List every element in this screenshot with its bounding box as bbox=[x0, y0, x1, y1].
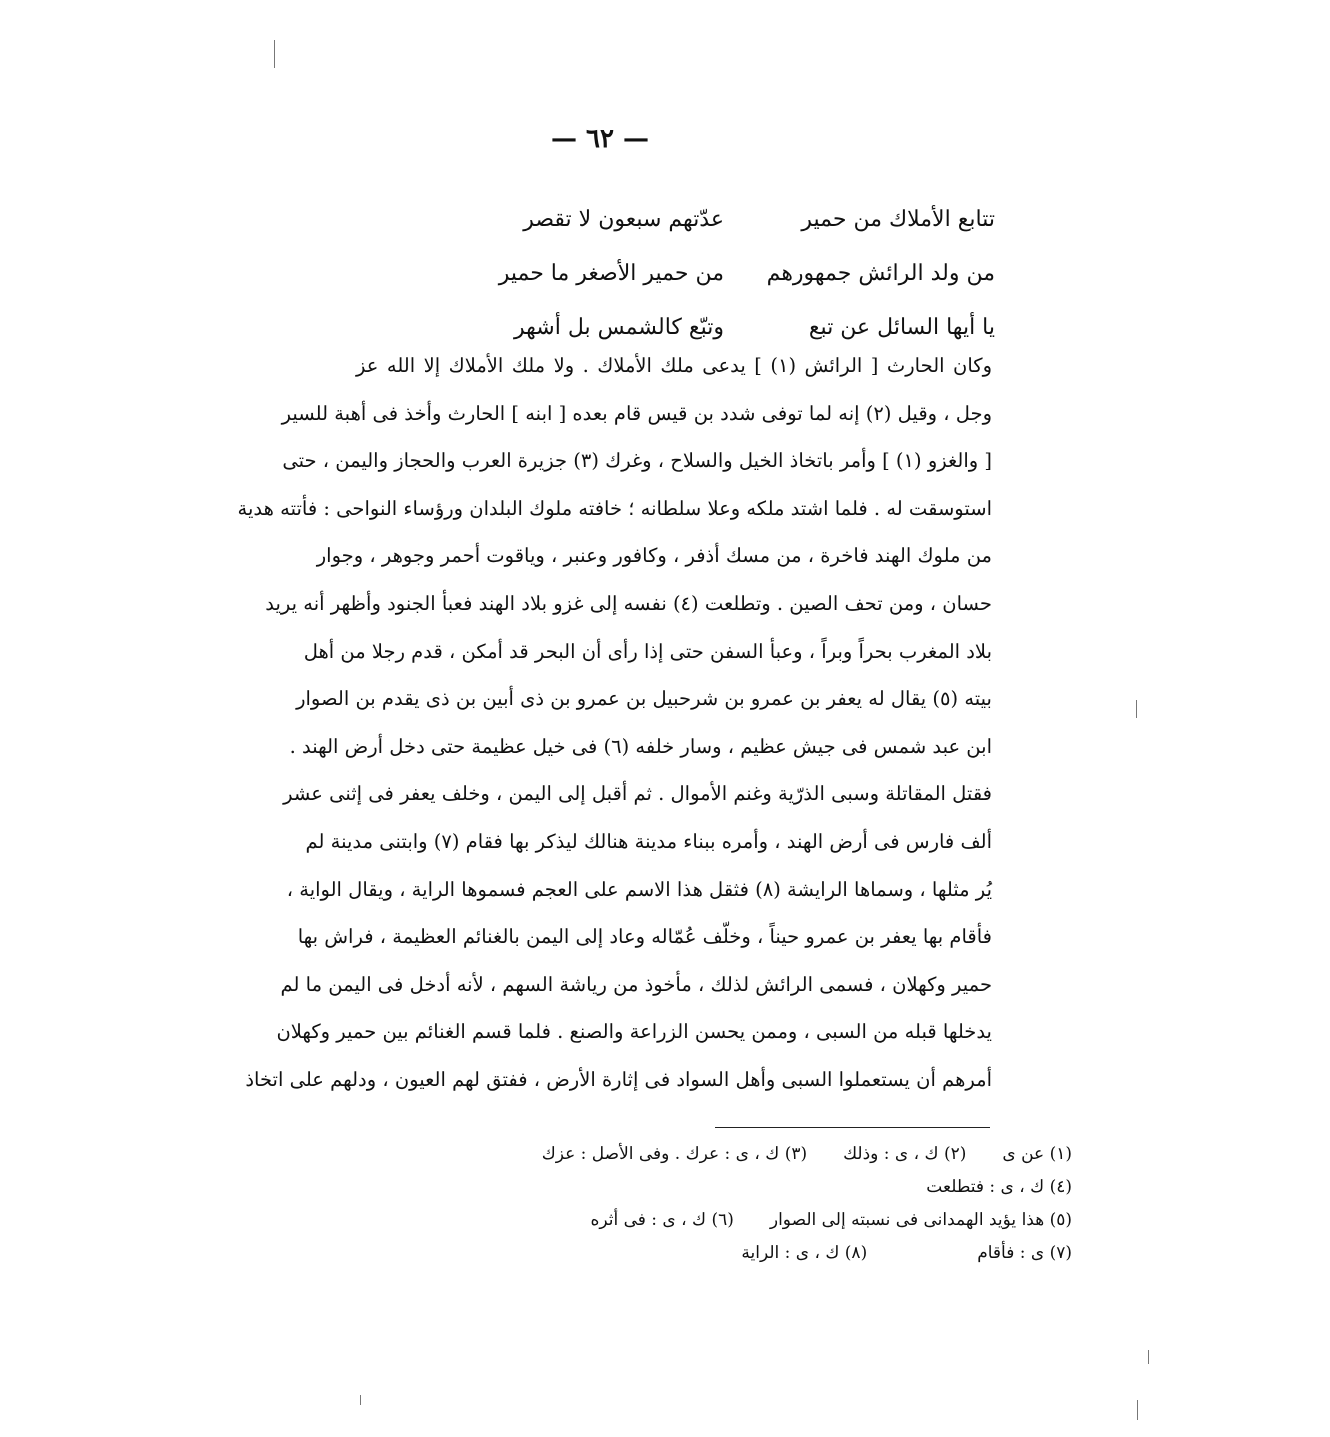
poem-hemistich-first: من ولد الرائش جمهورهم bbox=[766, 260, 995, 286]
text-line: ألف فارس فى أرض الهند ، وأمره ببناء مدينة هنالك ليذكر بها فقام (٧) وابتنى مدينة لم bbox=[305, 829, 992, 853]
text-line: بلاد المغرب بحراً وبراً ، وعبأ السفن حتى إذا رأى أن البحر قد أمكن ، قدم رجلا من أهل bbox=[303, 639, 992, 663]
poem-verse bbox=[505, 192, 995, 246]
footnote: (٦) ك ، ى : فى أثره bbox=[590, 1210, 734, 1230]
scan-speck bbox=[1136, 700, 1137, 718]
text-line: فأقام بها يعفر بن عمرو حيناً ، وخلّف عُمّاله وعاد إلى اليمن بالغنائم العظيمة ، فراش بها bbox=[297, 925, 992, 949]
body-text bbox=[237, 342, 992, 1104]
poem-hemistich-second: من حمير الأصغر ما حمير bbox=[498, 260, 724, 286]
text-line: يدخلها قبله من السبى ، وممن يحسن الزراعة والصنع . فلما قسم الغنائم بين حمير وكهلان bbox=[276, 1020, 992, 1044]
text-line: استوسقت له . فلما اشتد ملكه وعلا سلطانه ؛ خافته ملوك البلدان ورؤساء النواحى : فأتته هدية bbox=[237, 496, 992, 520]
footnote: (٥) هذا يؤيد الهمدانى فى نسبته إلى الصوار bbox=[769, 1210, 1072, 1230]
scan-speck bbox=[274, 40, 275, 68]
text-line: بيته (٥) يقال له يعفر بن عمرو بن شرحبيل بن عمرو بن ذى أبين بن ذى يقدم بن الصوار bbox=[296, 687, 992, 711]
footnote-line bbox=[380, 1171, 1072, 1204]
poem-hemistich-second: وتبّع كالشمس بل أشهر bbox=[514, 314, 724, 340]
poem bbox=[498, 192, 995, 354]
text-line: أمرهم أن يستعملوا السبى وأهل السواد فى إثارة الأرض ، ففتق لهم العيون ، ودلهم على اتخاذ bbox=[245, 1067, 992, 1091]
footnote: (٢) ك ، ى : وذلك bbox=[843, 1144, 967, 1164]
text-line: حسان ، ومن تحف الصين . وتطلعت (٤) نفسه إلى غزو بلاد الهند فعبأ الجنود وأظهر أنه يريد bbox=[265, 591, 992, 615]
text-line: فقتل المقاتلة وسبى الذرّية وغنم الأموال . ثم أقبل إلى اليمن ، وخلف يعفر فى إثنى عشر bbox=[283, 782, 992, 806]
footnote: (٤) ك ، ى : فتطلعت bbox=[926, 1177, 1072, 1197]
text-line: وجل ، وقيل (٢) إنه لما توفى شدد بن قيس قام بعده [ ابنه ] الحارث وأخذ فى أهبة للسير bbox=[281, 401, 992, 425]
footnote: (٣) ك ، ى : عرك . وفى الأصل : عزك bbox=[541, 1144, 808, 1164]
footnote: (١) عن ى bbox=[1002, 1144, 1072, 1164]
footnote-divider bbox=[715, 1127, 990, 1128]
footnote: (٧) ى : فأقام bbox=[977, 1243, 1072, 1263]
scan-speck bbox=[360, 1395, 361, 1405]
poem-hemistich-first: تتابع الأملاك من حمير bbox=[801, 206, 995, 232]
footnote-line bbox=[380, 1237, 1072, 1270]
poem-verse bbox=[498, 246, 995, 300]
text-line: وكان الحارث [ الرائش (١) ] يدعى ملك الأملاك . ولا ملك الأملاك إلا الله عز bbox=[356, 354, 992, 377]
text-line: [ والغزو (١) ] وأمر باتخاذ الخيل والسلاح ، وغرك (٣) جزيرة العرب والحجاز واليمن ، حتى bbox=[282, 449, 992, 473]
footnote-line bbox=[380, 1204, 1072, 1237]
page-number: — ٦٢ — bbox=[550, 124, 650, 154]
text-line: من ملوك الهند فاخرة ، من مسك أذفر ، وكافور وعنبر ، وياقوت أحمر وجوهر ، وجوار bbox=[316, 544, 992, 568]
text-line: حمير وكهلان ، فسمى الرائش لذلك ، مأخوذ من رياشة السهم ، لأنه أدخل فى اليمن ما لم bbox=[280, 972, 992, 996]
footnote-line bbox=[380, 1138, 1072, 1171]
poem-hemistich-first: يا أيها السائل عن تبع bbox=[808, 314, 995, 340]
scan-speck bbox=[1148, 1350, 1149, 1364]
scan-speck bbox=[1137, 1400, 1138, 1420]
poem-hemistich-second: عدّتهم سبعون لا تقصر bbox=[523, 206, 724, 232]
text-line: يُر مثلها ، وسماها الرايشة (٨) فثقل هذا الاسم على العجم فسموها الراية ، ويقال الواية ، bbox=[286, 877, 992, 901]
footnote: (٨) ك ، ى : الراية bbox=[741, 1243, 868, 1263]
footnotes bbox=[380, 1138, 1072, 1270]
text-line: ابن عبد شمس فى جيش عظيم ، وسار خلفه (٦) فى خيل عظيمة حتى دخل أرض الهند . bbox=[289, 734, 992, 758]
